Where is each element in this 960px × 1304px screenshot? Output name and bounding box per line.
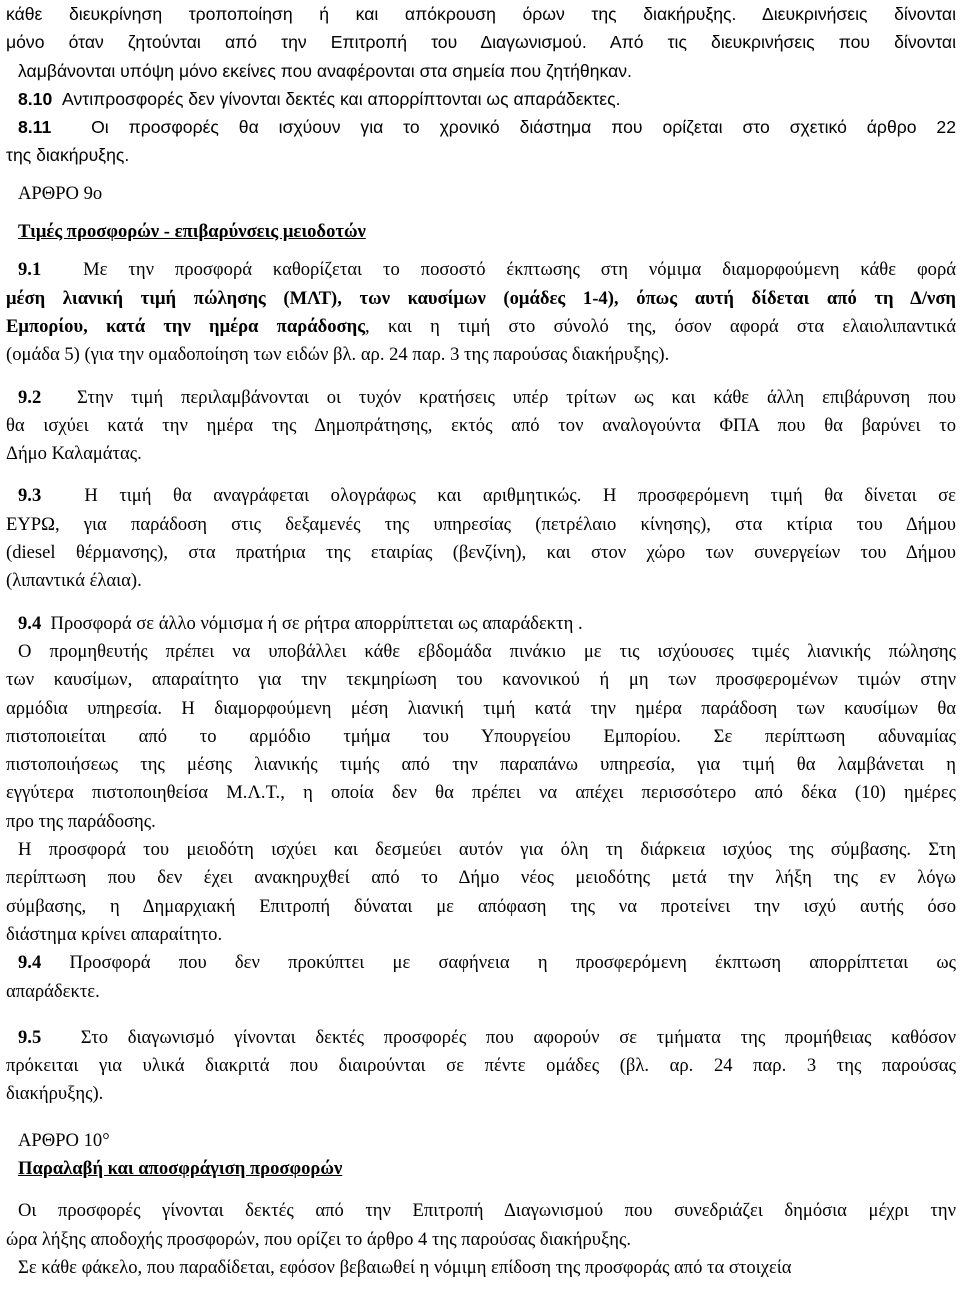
article-10-heading: ΑΡΘΡΟ 10° — [18, 1129, 110, 1151]
clause-number: 9.1 — [18, 259, 42, 281]
clause-number: 9.5 — [18, 1026, 42, 1048]
clause-text: Προσφορά σε άλλο νόμισμα ή σε ρήτρα απορρίπτεται ως απαράδεκτη . — [50, 612, 583, 634]
text-line: πιστοποιήσεως της μέσης λιανικής τιμής από την παραπάνω υπηρεσία, για τιμή θα λαμβάνεται η — [6, 754, 956, 776]
text-bold: Εμπορίου, κατά την ημέρα παράδοσης — [6, 315, 366, 337]
text-line: της διακήρυξης. — [6, 145, 130, 166]
text-line: πιστοποιείται από το αρμόδιο τμήμα του Υπουργείου Εμπορίου. Σε περίπτωση αδυναμίας — [6, 725, 956, 747]
paragraph-8-10 — [6, 85, 956, 113]
paragraph-continuation — [6, 0, 956, 170]
clause-number: 9.2 — [18, 386, 42, 408]
text-line: των καυσίμων, απαραίτητο για την τεκμηρίωση του κανονικού ή μη των προσφερομένων τιμών στην — [6, 669, 956, 691]
article-9-subheading: Τιμές προσφορών - επιβαρύνσεις μειοδοτών — [18, 221, 366, 243]
text-line: εγγύτερα πιστοποιηθείσα Μ.Λ.Τ., η οποία δεν θα πρέπει να απέχει περισσότερο από δέκα (10) ημέρες — [6, 782, 956, 804]
text-line: σύμβασης, η Δημαρχιακή Επιτροπή δύναται με απόφαση της να προτείνει την ισχύ αυτής όσο — [6, 895, 956, 917]
paragraph-9-1 — [6, 256, 956, 369]
text-line: Οι προσφορές γίνονται δεκτές από την Επιτροπή Διαγωνισμού που συνεδριάζει δημόσια μέχρι την — [18, 1200, 956, 1222]
text-line: , και η τιμή στο σύνολό της, όσον αφορά στα ελαιολιπαντικά — [365, 315, 957, 337]
text-line: (λιπαντικά έλαια). — [6, 570, 142, 592]
text-line: λαμβάνονται υπόψη μόνο εκείνες που αναφέρονται στα σημεία που ζητήθηκαν. — [18, 60, 632, 81]
article-9-heading: ΑΡΘΡΟ 9ο — [18, 182, 103, 204]
clause-number: 9.4 — [18, 952, 42, 974]
clause-number: 8.11 — [18, 117, 52, 138]
clause-text: Με την προσφορά καθορίζεται το ποσοστό έκπτωσης στη νόμιμα διαμορφούμενη κάθε φορά — [83, 259, 956, 281]
paragraph-8-11 — [6, 113, 956, 141]
text-line: ΕΥΡΩ, για παράδοση στις δεξαμενές της υπηρεσίας (πετρέλαιο κίνησης), στα κτίρια του Δήμου — [6, 513, 956, 535]
document-page — [6, 0, 956, 1282]
text-line: πρόκειται για υλικά διακριτά που διαιρούνται σε πέντε ομάδες (βλ. αρ. 24 παρ. 3 της παρούσας — [6, 1055, 956, 1077]
clause-number: 9.3 — [18, 485, 42, 507]
clause-text: Στην τιμή περιλαμβάνονται οι τυχόν κρατήσεις υπέρ τρίτων ως και κάθε άλλη επιβάρυνση που — [77, 386, 956, 408]
text-line: αρμόδια υπηρεσία. Η διαμορφούμενη μέση λιανική τιμή κατά την ημέρα παράδοση των καυσίμων θα — [6, 697, 956, 719]
paragraph-9-4 — [6, 610, 956, 1006]
text-line: κάθε διευκρίνηση τροποποίηση ή και απόκρουση όρων της διακήρυξης. Διευκρινήσεις δίνονται — [6, 4, 956, 24]
text-line: διακήρυξης). — [6, 1083, 104, 1105]
paragraph-9-5 — [6, 1024, 956, 1109]
paragraph-9-3 — [6, 482, 956, 595]
clause-text: Προσφορά που δεν προκύπτει με σαφήνεια η προσφερόμενη έκπτωση απορρίπτεται ως — [69, 952, 956, 974]
paragraph-9-2 — [6, 384, 956, 469]
text-line: Ο προμηθευτής πρέπει να υποβάλλει κάθε εβδομάδα πινάκιο με τις ισχύουσες τιμές λιανικής πώλησης — [18, 640, 956, 662]
text-line: μόνο όταν ζητούνται από την Επιτροπή του Διαγωνισμού. Από τις διευκρινήσεις που δίνονται — [6, 32, 956, 53]
text-line: διάστημα κρίνει απαραίτητο. — [6, 923, 223, 945]
text-line: μέση λιανική τιμή πώλησης (ΜΛΤ), των καυσίμων (ομάδες 1-4), όπως αυτή δίδεται από τη Δ/νση — [6, 287, 956, 309]
text-line: προ της παράδοσης. — [6, 810, 156, 832]
clause-text: Η τιμή θα αναγράφεται ολογράφως και αριθμητικώς. Η προσφερόμενη τιμή θα δίνεται σε — [84, 485, 956, 507]
paragraph-article-10 — [6, 1197, 956, 1282]
clause-text: Αντιπροσφορές δεν γίνονται δεκτές και απορρίπτονται ως απαράδεκτες. — [62, 88, 621, 109]
text-line: (ομάδα 5) (για την ομαδοποίηση των ειδών βλ. αρ. 24 παρ. 3 της παρούσας διακήρυξης). — [6, 344, 670, 366]
text-line: απαράδεκτε. — [6, 980, 100, 1002]
text-line: Η προσφορά του μειοδότη ισχύει και δεσμεύει αυτόν για όλη τη διάρκεια ισχύος της σύμβασης. Στη — [18, 839, 956, 861]
text-line: (diesel θέρμανσης), στα πρατήρια της εταιρίας (βενζίνη), και στον χώρο των συνεργείων του Δήμου — [6, 542, 956, 564]
clause-text: Στο διαγωνισμό γίνονται δεκτές προσφορές που αφορούν σε τμήματα της προμήθειας καθόσον — [80, 1026, 957, 1048]
clause-text: Οι προσφορές θα ισχύουν για το χρονικό διάστημα που ορίζεται στο σχετικό άρθρο 22 — [91, 117, 956, 138]
clause-number: 9.4 — [18, 612, 42, 634]
text-line: ώρα λήξης αποδοχής προσφορών, που ορίζει το άρθρο 4 της παρούσας διακήρυξης. — [6, 1228, 632, 1250]
text-line: θα ισχύει κατά την ημέρα της Δημοπράτησης, εκτός από τον αναλογούντα ΦΠΑ που θα βαρύνει το — [6, 414, 956, 436]
article-10-subheading: Παραλαβή και αποσφράγιση προσφορών — [18, 1157, 343, 1179]
text-line: Δήμο Καλαμάτας. — [6, 443, 142, 465]
text-line: Σε κάθε φάκελο, που παραδίδεται, εφόσον βεβαιωθεί η νόμιμη επίδοση της προσφοράς από τα στοιχεία — [18, 1256, 792, 1278]
clause-number: 8.10 — [18, 88, 53, 109]
text-line: περίπτωση που δεν έχει ανακηρυχθεί από το Δήμο νέος μειοδότης μετά την λήξη της εν λόγω — [6, 867, 956, 889]
